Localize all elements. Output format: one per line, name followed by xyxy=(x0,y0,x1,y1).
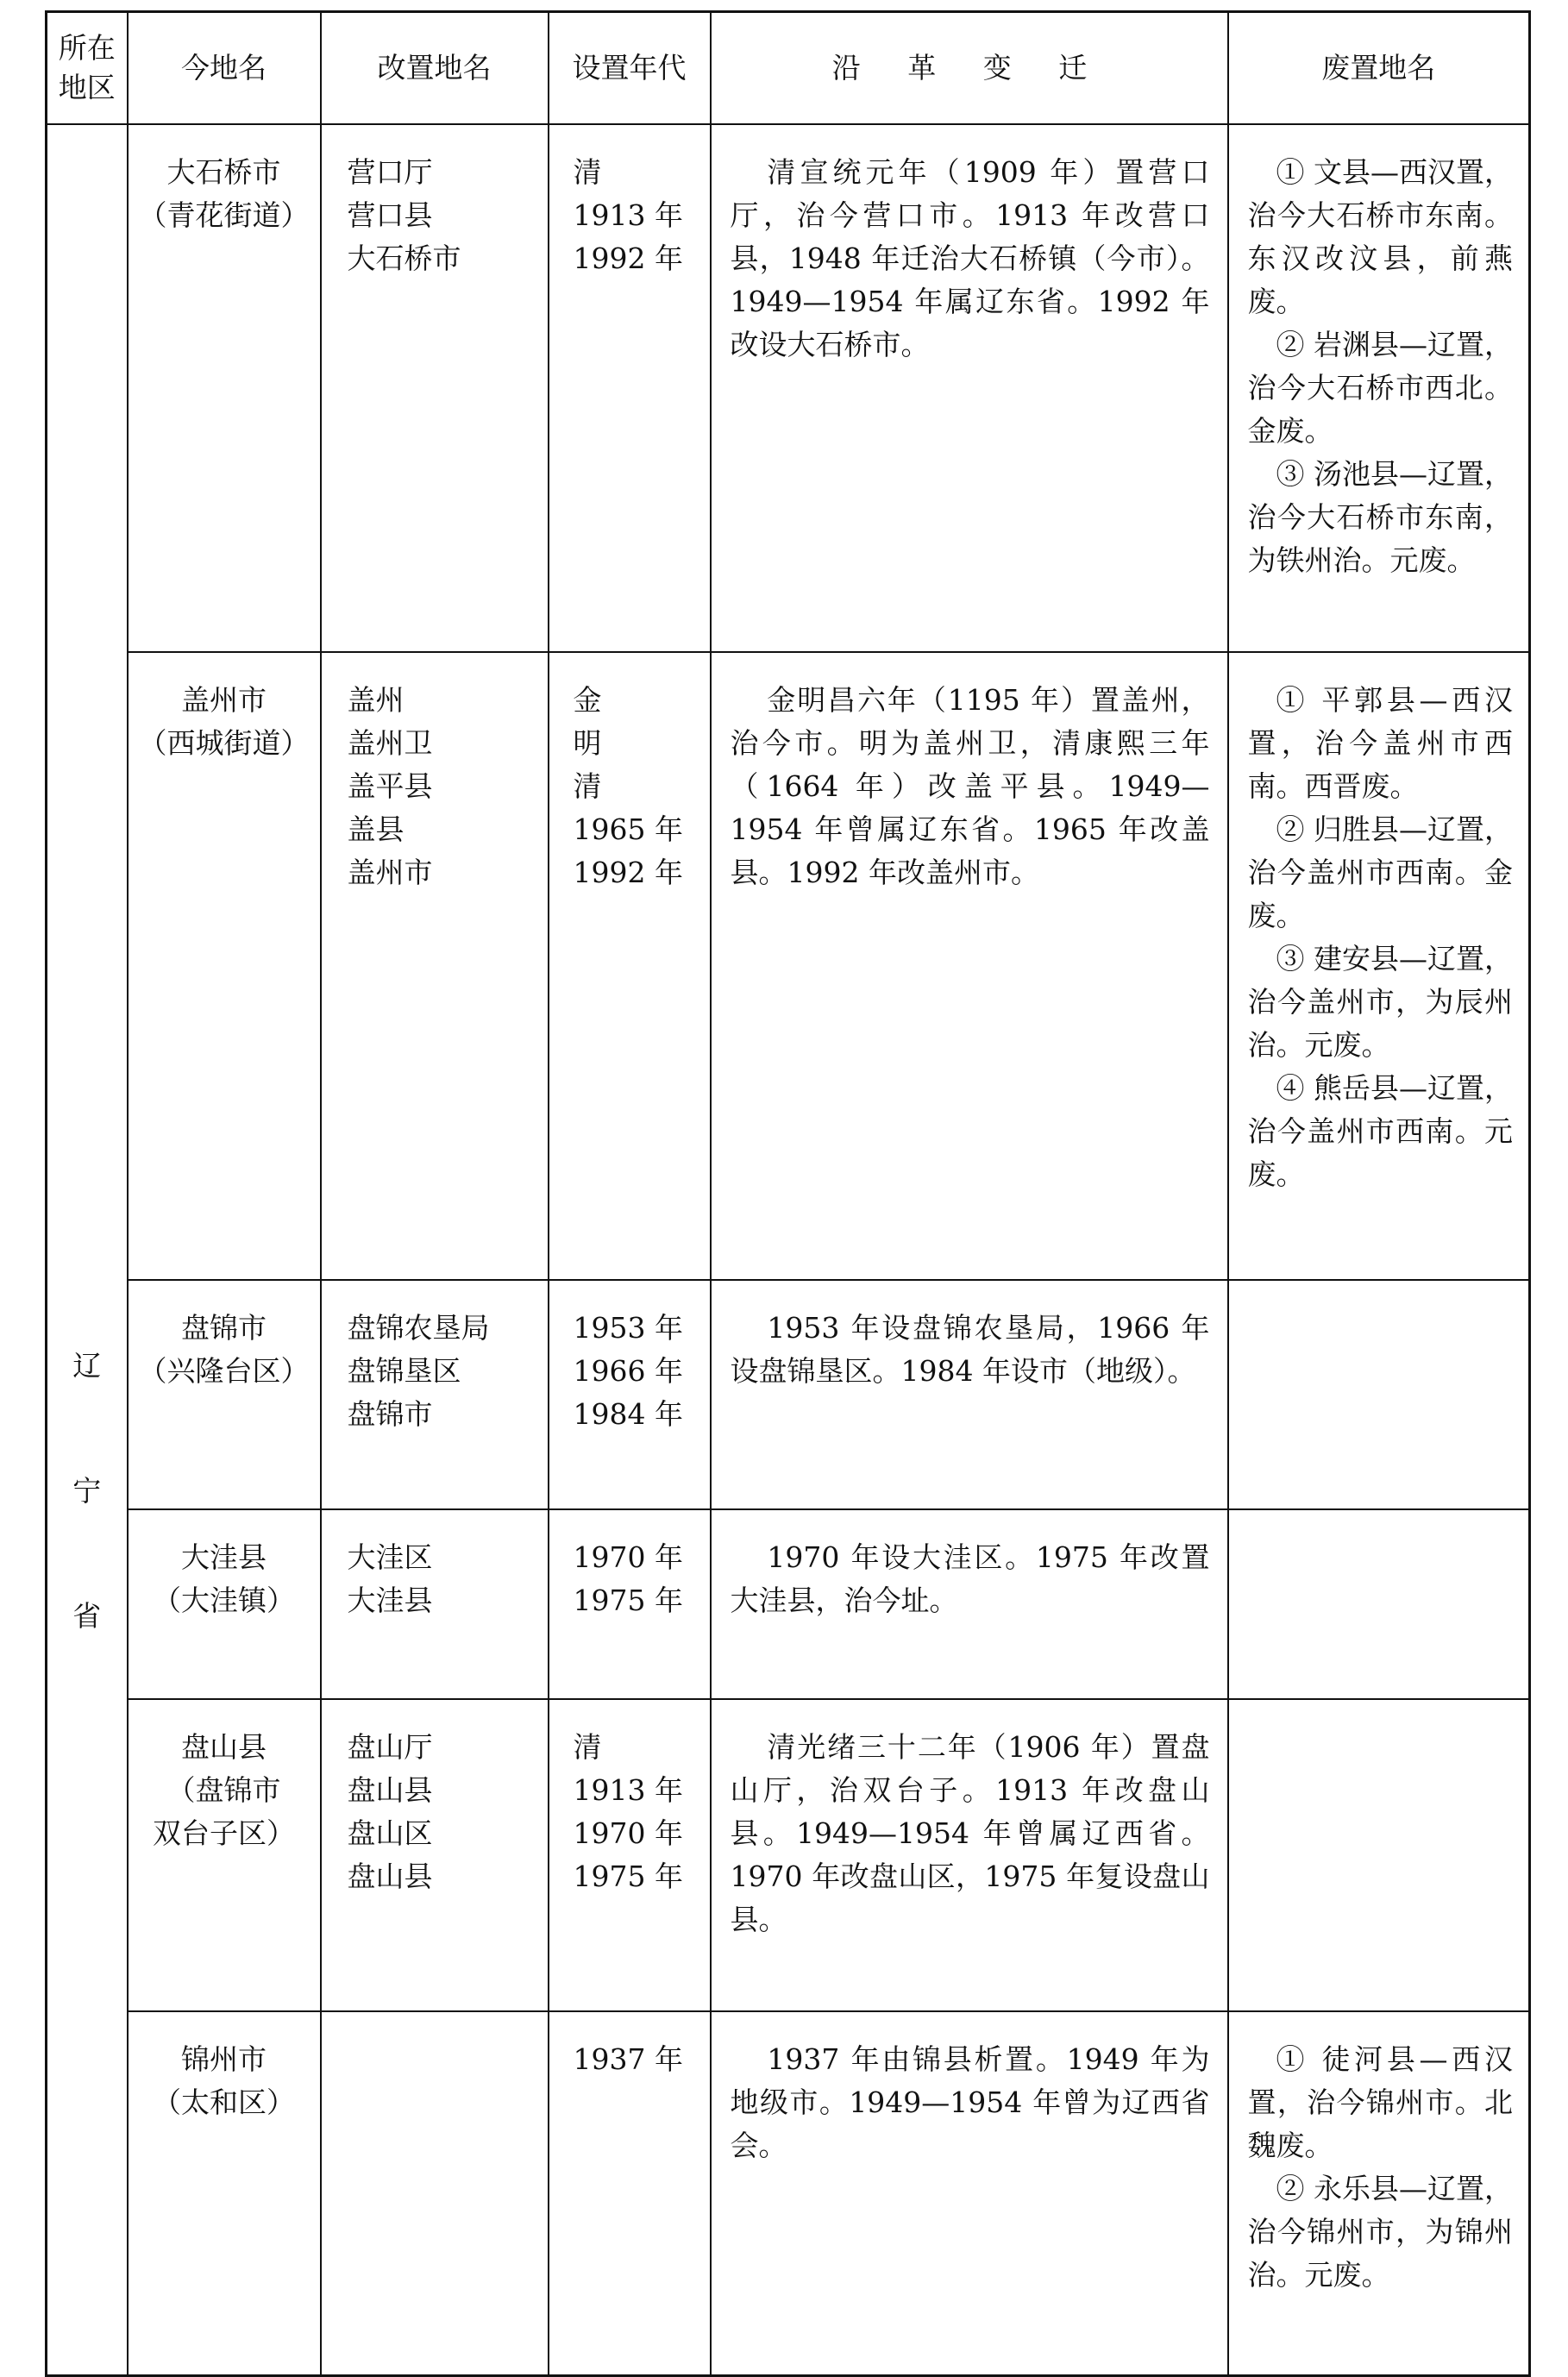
renamed-cell xyxy=(321,652,549,1280)
table-row xyxy=(47,1699,1530,2011)
era-item: 金 xyxy=(573,683,602,717)
era-item: 清 xyxy=(573,769,602,803)
today-name-cell xyxy=(128,124,321,652)
abolished-cell xyxy=(1228,1280,1530,1509)
era-item: 1970 年 xyxy=(573,1540,683,1574)
today-name-cell xyxy=(128,652,321,1280)
today-seat: （盘锦市 xyxy=(166,1773,281,1807)
header-row xyxy=(47,12,1530,125)
abolished-item: ① 文县—西汉置，治今大石桥市东南。东汉改汶县，前燕废。 xyxy=(1247,155,1513,318)
renamed-item: 盖县 xyxy=(347,812,405,846)
renamed-item: 盘山县 xyxy=(347,1860,433,1893)
renamed-item: 盖州 xyxy=(347,683,405,717)
history-cell xyxy=(711,2011,1228,2376)
renamed-cell xyxy=(321,2011,549,2376)
today-name-cell xyxy=(128,1280,321,1509)
history-text: 1953 年设盘锦农垦局，1966 年设盘锦垦区。1984 年设市（地级）。 xyxy=(730,1311,1210,1388)
region-char: 辽 xyxy=(72,1349,102,1383)
renamed-item: 营口县 xyxy=(347,198,433,232)
renamed-item: 大洼县 xyxy=(347,1584,433,1617)
era-item: 1953 年 xyxy=(573,1311,683,1345)
today-name: 大洼县 xyxy=(181,1540,267,1574)
abolished-cell xyxy=(1228,2011,1530,2376)
era-cell xyxy=(549,124,711,652)
today-name-cell xyxy=(128,2011,321,2376)
today-name: 锦州市 xyxy=(181,2042,267,2076)
era-cell xyxy=(549,1699,711,2011)
table-row xyxy=(47,124,1530,652)
renamed-item: 盘锦市 xyxy=(347,1397,433,1431)
today-name: 盖州市 xyxy=(181,683,267,717)
renamed-item: 盘山区 xyxy=(347,1816,433,1850)
today-seat: （大洼镇） xyxy=(153,1584,295,1617)
era-item: 1913 年 xyxy=(573,198,683,232)
abolished-item: ② 归胜县—辽置，治今盖州市西南。金废。 xyxy=(1247,812,1513,932)
today-name: 盘锦市 xyxy=(181,1311,267,1345)
era-item: 1992 年 xyxy=(573,856,683,889)
era-item: 1966 年 xyxy=(573,1354,683,1388)
renamed-item: 大洼区 xyxy=(347,1540,433,1574)
history-cell xyxy=(711,1280,1228,1509)
abolished-item: ① 平郭县—西汉置，治今盖州市西南。西晋废。 xyxy=(1247,683,1513,803)
era-item: 1937 年 xyxy=(573,2042,683,2076)
era-cell xyxy=(549,652,711,1280)
today-name-cell xyxy=(128,1509,321,1699)
renamed-item: 营口厅 xyxy=(347,155,433,189)
era-item: 1970 年 xyxy=(573,1816,683,1850)
abolished-item: ③ 汤池县—辽置，治今大石桥市东南，为铁州治。元废。 xyxy=(1247,457,1513,577)
era-item: 1992 年 xyxy=(573,241,683,275)
renamed-item: 盖州市 xyxy=(347,856,433,889)
era-cell xyxy=(549,1280,711,1509)
header-today: 今地名 xyxy=(128,12,321,125)
header-renamed: 改置地名 xyxy=(321,12,549,125)
today-seat: 双台子区） xyxy=(153,1816,295,1850)
history-cell xyxy=(711,1509,1228,1699)
renamed-item: 盘锦农垦局 xyxy=(347,1311,490,1345)
region-char: 宁 xyxy=(72,1474,102,1508)
abolished-item: ① 徒河县—西汉置，治今锦州市。北魏废。 xyxy=(1247,2042,1513,2162)
history-text: 1937 年由锦县析置。1949 年为地级市。1949—1954 年曾为辽西省会。 xyxy=(730,2042,1210,2162)
history-text: 1970 年设大洼区。1975 年改置大洼县，治今址。 xyxy=(730,1540,1210,1617)
admin-history-table xyxy=(45,10,1531,2377)
region-cell xyxy=(47,124,128,2376)
history-cell xyxy=(711,1699,1228,2011)
today-name-cell xyxy=(128,1699,321,2011)
history-text: 清宣统元年（1909 年）置营口厅，治今营口市。1913 年改营口县，1948 年迁治大石桥镇（今市）。1949—1954 年属辽东省。1992 年改设大石桥市。 xyxy=(730,155,1210,361)
header-era: 设置年代 xyxy=(549,12,711,125)
table-row xyxy=(47,2011,1530,2376)
header-region xyxy=(47,12,128,125)
table-row xyxy=(47,1509,1530,1699)
renamed-item: 大石桥市 xyxy=(347,241,461,275)
renamed-cell xyxy=(321,1280,549,1509)
header-region-text: 所在地区 xyxy=(58,31,116,104)
table-row xyxy=(47,652,1530,1280)
era-item: 清 xyxy=(573,1730,602,1764)
abolished-cell xyxy=(1228,1509,1530,1699)
era-cell xyxy=(549,1509,711,1699)
renamed-item: 盘山县 xyxy=(347,1773,433,1807)
renamed-item: 盖平县 xyxy=(347,769,433,803)
abolished-item: ② 永乐县—辽置，治今锦州市，为锦州治。元废。 xyxy=(1247,2172,1513,2292)
region-char: 省 xyxy=(72,1599,102,1633)
renamed-item: 盘山厅 xyxy=(347,1730,433,1764)
era-item: 1913 年 xyxy=(573,1773,683,1807)
today-seat: （兴隆台区） xyxy=(138,1354,310,1388)
header-abolished: 废置地名 xyxy=(1228,12,1530,125)
history-cell xyxy=(711,124,1228,652)
renamed-cell xyxy=(321,124,549,652)
era-item: 明 xyxy=(573,726,602,760)
abolished-cell xyxy=(1228,1699,1530,2011)
renamed-item: 盘锦垦区 xyxy=(347,1354,461,1388)
abolished-item: ④ 熊岳县—辽置，治今盖州市西南。元废。 xyxy=(1247,1071,1513,1191)
history-cell xyxy=(711,652,1228,1280)
era-item: 1975 年 xyxy=(573,1860,683,1893)
today-seat: （太和区） xyxy=(153,2085,295,2119)
abolished-cell xyxy=(1228,124,1530,652)
today-seat: （青花街道） xyxy=(138,198,310,232)
era-cell xyxy=(549,2011,711,2376)
today-name: 盘山县 xyxy=(181,1730,267,1764)
history-text: 金明昌六年（1195 年）置盖州，治今市。明为盖州卫，清康熙三年（1664 年）改盖平县。1949—1954 年曾属辽东省。1965 年改盖县。1992 年改盖州市。 xyxy=(730,683,1210,889)
today-name: 大石桥市 xyxy=(166,155,281,189)
abolished-item: ② 岩渊县—辽置，治今大石桥市西北。金废。 xyxy=(1247,328,1513,448)
table-row xyxy=(47,1280,1530,1509)
renamed-cell xyxy=(321,1699,549,2011)
renamed-cell xyxy=(321,1509,549,1699)
abolished-cell xyxy=(1228,652,1530,1280)
era-item: 1984 年 xyxy=(573,1397,683,1431)
era-item: 1975 年 xyxy=(573,1584,683,1617)
era-item: 清 xyxy=(573,155,602,189)
today-seat: （西城街道） xyxy=(138,726,310,760)
history-text: 清光绪三十二年（1906 年）置盘山厅，治双台子。1913 年改盘山县。1949—1954 年曾属辽西省。1970 年改盘山区，1975 年复设盘山县。 xyxy=(730,1730,1210,1936)
renamed-item: 盖州卫 xyxy=(347,726,433,760)
abolished-item: ③ 建安县—辽置，治今盖州市，为辰州治。元废。 xyxy=(1247,942,1513,1062)
era-item: 1965 年 xyxy=(573,812,683,846)
header-history: 沿 革 变 迁 xyxy=(711,12,1228,125)
